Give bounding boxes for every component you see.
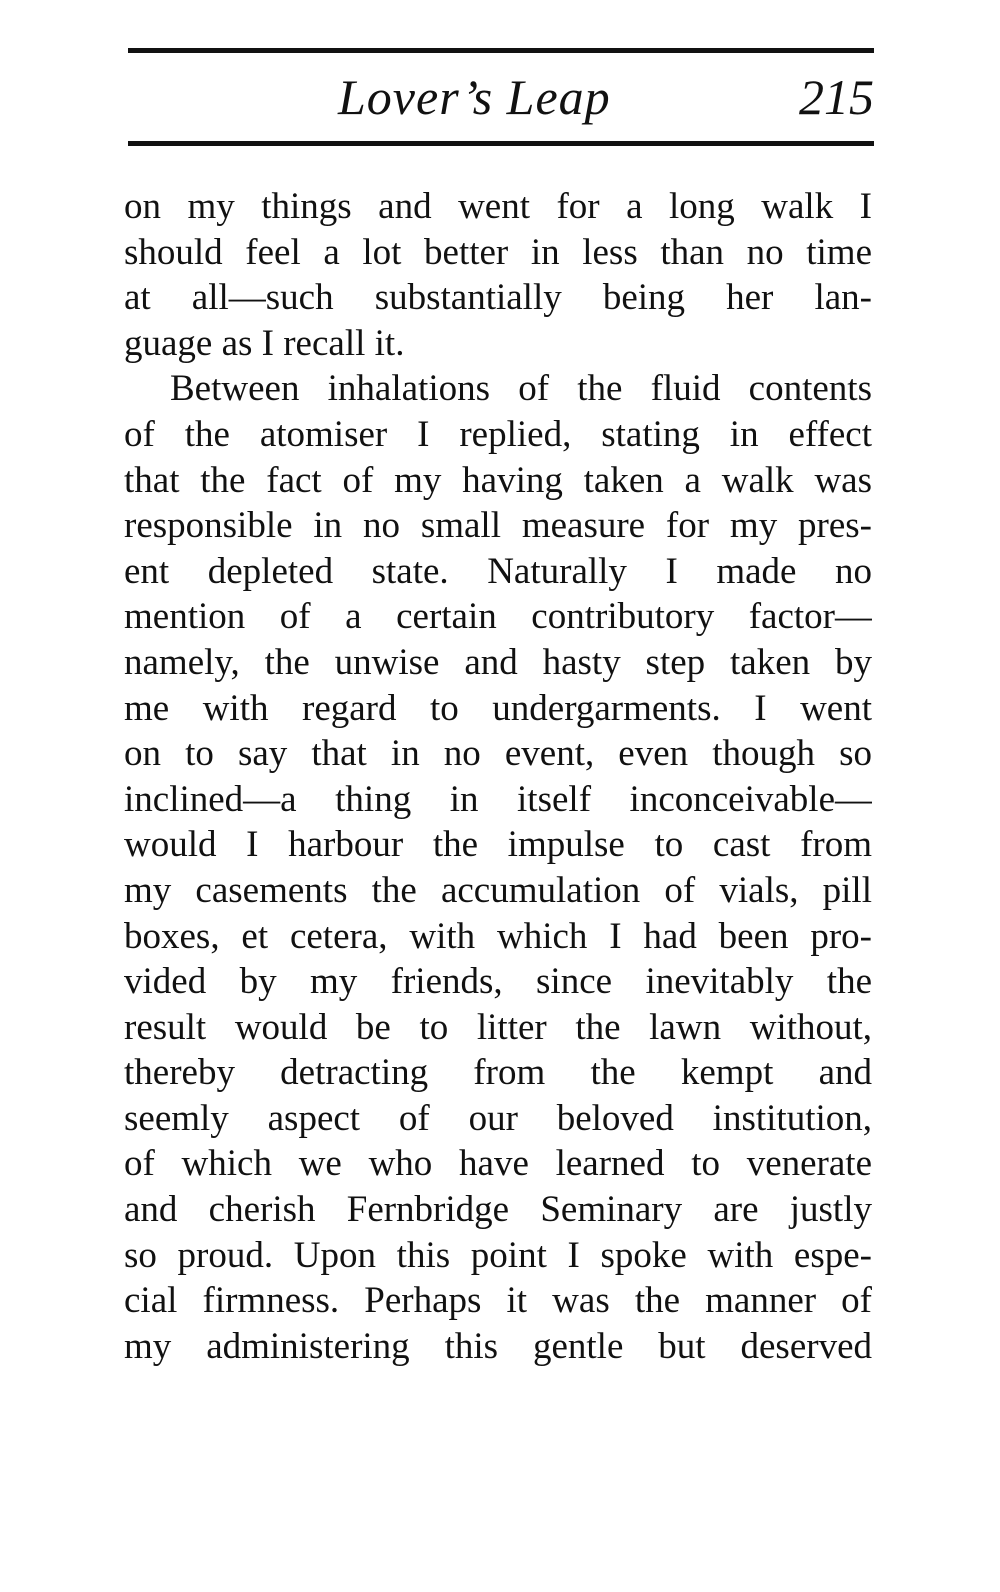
- text-line: should feel a lot better in less than no time: [124, 231, 872, 273]
- text-line: of which we who have learned to venerate: [124, 1143, 872, 1185]
- text-line: of the atomiser I replied, stating in effect: [124, 413, 872, 455]
- text-line: ent depleted state. Naturally I made no: [124, 550, 872, 592]
- text-line: so proud. Upon this point I spoke with espe-: [124, 1234, 872, 1276]
- header-bottom-rule: [128, 141, 874, 146]
- text-line: thereby detracting from the kempt and: [124, 1052, 872, 1094]
- body-text: [124, 184, 872, 1369]
- text-line: result would be to litter the lawn without,: [124, 1006, 872, 1048]
- text-line: at all—such substantially being her lan-: [124, 277, 872, 319]
- text-line: responsible in no small measure for my pres-: [124, 505, 872, 547]
- text-line: vided by my friends, since inevitably the: [124, 961, 872, 1003]
- text-line: that the fact of my having taken a walk was: [124, 459, 872, 501]
- running-title: Lover’s Leap: [338, 69, 611, 125]
- text-line: cial firmness. Perhaps it was the manner of: [124, 1280, 872, 1322]
- text-line: namely, the unwise and hasty step taken by: [124, 641, 872, 683]
- text-line: would I harbour the impulse to cast from: [124, 824, 872, 866]
- text-line: on to say that in no event, even though so: [124, 733, 872, 775]
- text-line: my administering this gentle but deserved: [124, 1325, 872, 1367]
- header-top-rule: [128, 48, 874, 53]
- text-line: inclined—a thing in itself inconceivable—: [124, 778, 872, 820]
- text-line: seemly aspect of our beloved institution,: [124, 1097, 872, 1139]
- page-number: 215: [799, 69, 874, 125]
- text-line: mention of a certain contributory factor—: [124, 596, 872, 638]
- text-line: boxes, et cetera, with which I had been pro-: [124, 915, 872, 957]
- text-line: on my things and went for a long walk I: [124, 186, 872, 227]
- text-line: my casements the accumulation of vials, pill: [124, 869, 872, 911]
- text-line: me with regard to undergarments. I went: [124, 687, 872, 729]
- running-head: [128, 62, 874, 132]
- text-line: guage as I recall it.: [124, 322, 405, 364]
- text-line: and cherish Fernbridge Seminary are justly: [124, 1189, 872, 1231]
- text-line: Between inhalations of the fluid contents: [170, 368, 872, 410]
